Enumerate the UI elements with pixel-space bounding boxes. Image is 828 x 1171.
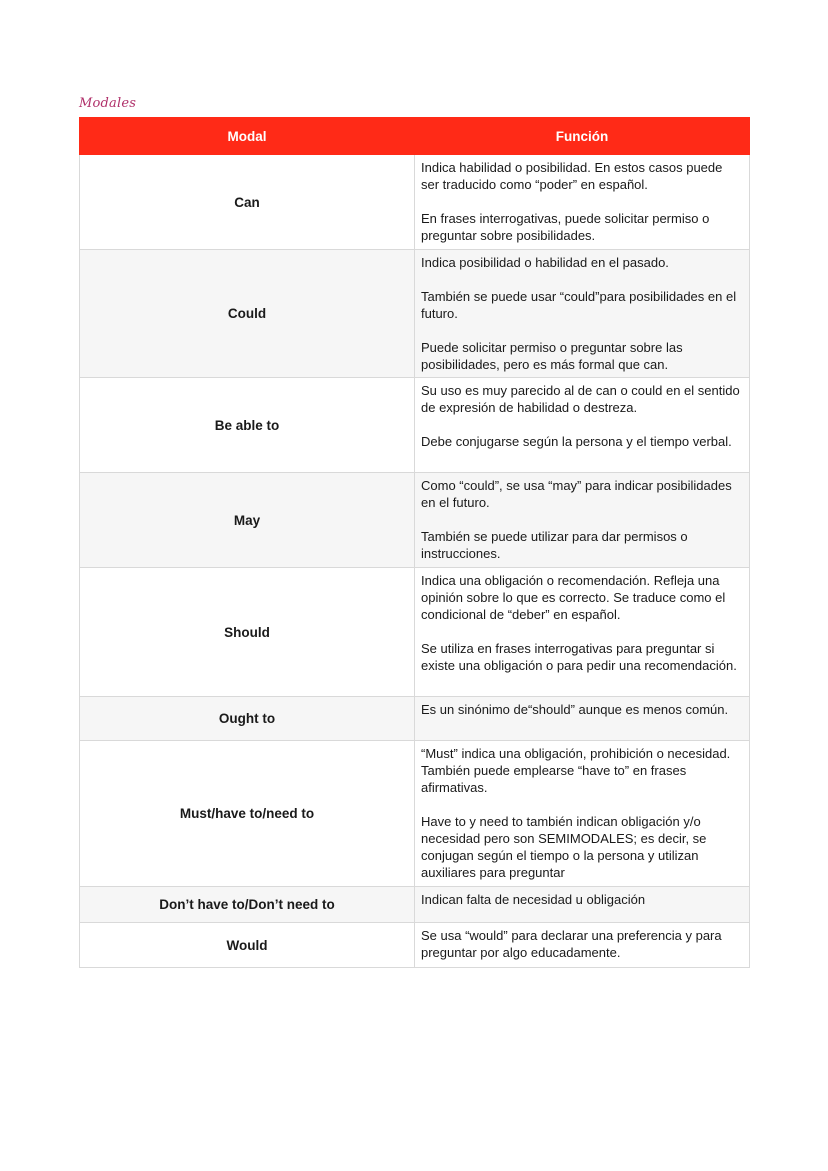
document-title: Modales — [79, 96, 137, 111]
column-header-funcion: Función — [415, 118, 750, 155]
function-cell: Indican falta de necesidad u obligación — [415, 887, 750, 923]
table-row — [80, 250, 750, 378]
modal-cell: Must/have to/need to — [80, 741, 415, 887]
modal-cell: May — [80, 473, 415, 568]
table-row — [80, 378, 750, 473]
function-cell: Indica una obligación o recomendación. Refleja una opinión sobre lo que es correcto. Se traduce como el condicional de “deber” en español. Se utiliza en frases interrogativas para preguntar si existe una obligación o para pedir una recomendación. — [415, 568, 750, 697]
table-row — [80, 923, 750, 968]
table-row — [80, 568, 750, 697]
function-cell: Indica habilidad o posibilidad. En estos casos puede ser traducido como “poder” en español. En frases interrogativas, puede solicitar permiso o preguntar sobre posibilidades. — [415, 155, 750, 250]
modal-cell: Would — [80, 923, 415, 968]
function-cell: Como “could”, se usa “may” para indicar posibilidades en el futuro. También se puede utilizar para dar permisos o instrucciones. — [415, 473, 750, 568]
function-cell: Su uso es muy parecido al de can o could en el sentido de expresión de habilidad o destreza. Debe conjugarse según la persona y el tiempo verbal. — [415, 378, 750, 473]
modal-cell: Don’t have to/Don’t need to — [80, 887, 415, 923]
table-header-row — [80, 118, 750, 155]
modal-cell: Should — [80, 568, 415, 697]
table-row — [80, 887, 750, 923]
modal-cell: Can — [80, 155, 415, 250]
function-cell: Indica posibilidad o habilidad en el pasado. También se puede usar “could”para posibilidades en el futuro. Puede solicitar permiso o preguntar sobre las posibilidades, pero es más formal que can. — [415, 250, 750, 378]
function-cell: Se usa “would” para declarar una preferencia y para preguntar por algo educadamente. — [415, 923, 750, 968]
function-cell: “Must” indica una obligación, prohibición o necesidad. También puede emplearse “have to” en frases afirmativas. Have to y need to también indican obligación y/o necesidad pero son SEMIMODALES; es decir, se conjugan según el tiempo o la persona y utilizan auxiliares para preguntar — [415, 741, 750, 887]
modal-cell: Be able to — [80, 378, 415, 473]
column-header-modal: Modal — [80, 118, 415, 155]
table-row — [80, 155, 750, 250]
modals-table — [79, 117, 750, 968]
table-row — [80, 473, 750, 568]
table-row — [80, 741, 750, 887]
modal-cell: Could — [80, 250, 415, 378]
table-row — [80, 697, 750, 741]
modal-cell: Ought to — [80, 697, 415, 741]
function-cell: Es un sinónimo de“should” aunque es menos común. — [415, 697, 750, 741]
